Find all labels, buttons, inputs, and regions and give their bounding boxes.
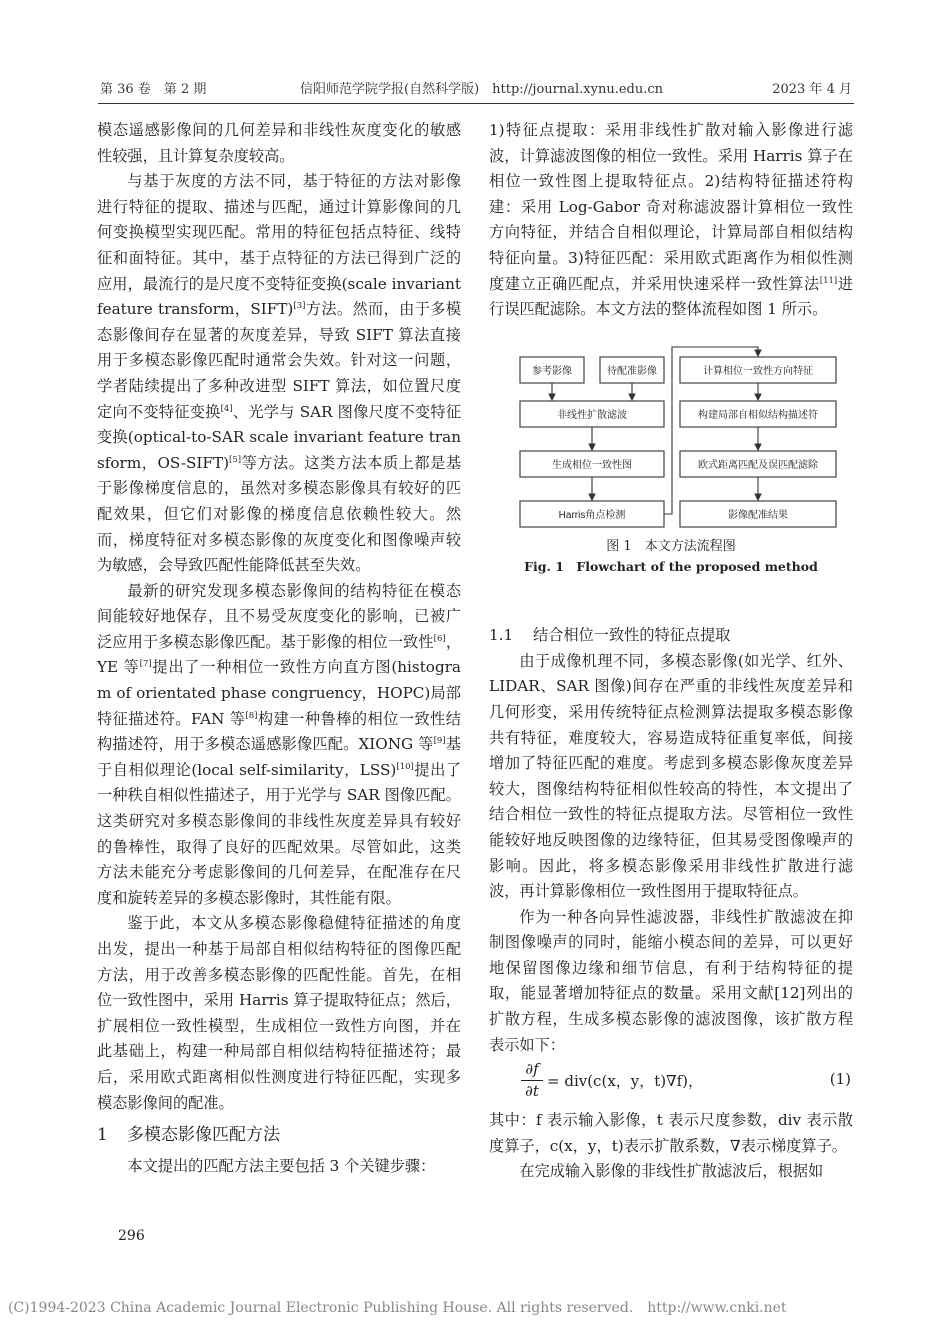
- header-volume: 第 36 卷 第 2 期: [100, 82, 207, 97]
- running-header: [100, 78, 852, 100]
- paragraph-continued: 模态遥感影像间的几何差异和非线性灰度变化的敏感性较强，且计算复杂度较高。: [97, 121, 461, 165]
- header-journal: 信阳师范学院学报(自然科学版) http://journal.xynu.edu.cn: [300, 82, 664, 97]
- equation-numerator: ∂f: [525, 1060, 539, 1079]
- figure-1: [489, 345, 853, 573]
- equation-number: (1): [829, 1070, 851, 1089]
- flow-box-phase-congruency: 生成相位一致性图: [552, 459, 632, 471]
- flow-box-diffusion: 非线性扩散滤波: [557, 409, 627, 421]
- flow-box-descriptor: 构建局部自相似结构描述符: [698, 409, 818, 421]
- citation[interactable]: [4]: [220, 403, 233, 414]
- citation[interactable]: [5]: [229, 454, 242, 465]
- citation[interactable]: [6]: [433, 633, 446, 644]
- paragraph-proposed-method: 鉴于此，本文从多模态影像稳健特征描述的角度出发，提出一种基于局部自相似结构特征的图像匹配方法，用于改善多模态影像的匹配性能。首先，在相位一致性图中，采用 Harris 算子提取特征点；然后，扩展相位一致性模型，生成相位一致性方向图，并在此基础上，构建一种局部自相似结构特征描述符；最后，采用欧式距离相似性测度进行特征匹配，实现多模态影像间的配准。: [97, 914, 461, 1112]
- right-column: [489, 118, 853, 1185]
- flow-box-sensed-image: 待配准影像: [607, 365, 657, 377]
- section-heading-1-1: 1.1 结合相位一致性的特征点提取: [489, 625, 731, 644]
- citation[interactable]: [9]: [433, 736, 446, 747]
- equation-rhs: = div(c(x，y，t)∇f)，: [547, 1072, 704, 1091]
- figure-caption-cn: 图 1 本文方法流程图: [606, 538, 736, 554]
- figure-caption-en: Fig. 1 Flowchart of the proposed method: [524, 558, 818, 574]
- paragraph-feature-methods: 与基于灰度的方法不同，基于特征的方法对影像进行特征的提取、描述与匹配，通过计算影像间的几何变换模型实现匹配。常用的特征包括点特征、线特征和面特征。其中，基于点特征的方法已得到广泛的应用，最流行的是尺度不变特征变换(scale invariant feature transform，SIFT)[3]方法。然而，由于多模态影像间存在显著的灰度差异，导致 SIFT 算法直接用于多模态影像匹配时通常会失效。针对这一问题，学者陆续提出了多种改进型 SIFT 算法，如位置尺度定向不变特征变换[4]、光学与 SAR 图像尺度不变特征变换(optical-to-SAR scale invariant feature transform，OS-SIFT)[5]等方法。这类方法本质上都是基于影像梯度信息的，虽然对多模态影像具有较好的匹配效果，但它们对影像的梯度信息依赖性较大。然而，梯度特征对多模态影像的灰度变化和图像噪声较为敏感，会导致匹配性能降低甚至失效。: [97, 172, 462, 575]
- flow-box-reference-image: 参考影像: [532, 365, 572, 377]
- equation-1: [489, 1058, 853, 1108]
- copyright-footer: (C)1994-2023 China Academic Journal Electronic Publishing House. All rights reserved. http://www.cnki.net: [8, 1300, 787, 1316]
- flow-box-harris: Harris角点检测: [558, 509, 626, 521]
- fraction-bar: [521, 1080, 543, 1081]
- paragraph-structural-features: 最新的研究发现多模态影像间的结构特征在模态间能较好地保存，且不易受灰度变化的影响，已被广泛应用于多模态影像匹配。基于影像的相位一致性[6]，YE 等[7]提出了一种相位一致性方向直方图(histogram of orientated phase congruency，HOPC)局部特征描述符。FAN 等[8]构建一种鲁棒的相位一致性结构描述符，用于多模态遥感影像匹配。XIONG 等[9]基于自相似理论(local self-similarity，LSS)[10]提出了一种秩自相似性描述子，用于光学与 SAR 图像匹配。这类研究对多模态影像间的非线性灰度差异具有较好的鲁棒性，取得了良好的匹配效果。尽管如此，这类方法未能充分考虑影像间的几何差异，在配准存在尺度和旋转差异的多模态影像时，其性能有限。: [97, 581, 462, 907]
- header-date: 2023 年 4 月: [772, 82, 852, 97]
- header-rule: [98, 103, 854, 104]
- citation[interactable]: [10]: [396, 761, 414, 772]
- paragraph-nonlinear-diffusion: 作为一种各向异性滤波器，非线性扩散滤波在抑制图像噪声的同时，能缩小模态间的差异，可以更好地保留图像边缘和细节信息，有利于结构特征的提取，能显著增加特征点的数量。采用文献[12]列出的扩散方程，生成多模态影像的滤波图像，该扩散方程表示如下：: [489, 907, 853, 1054]
- paragraph-continues: 在完成输入影像的非线性扩散滤波后，根据如: [519, 1162, 824, 1181]
- flow-box-orientation: 计算相位一致性方向特征: [703, 365, 813, 377]
- paragraph-steps-intro: 本文提出的匹配方法主要包括 3 个关键步骤：: [127, 1157, 436, 1176]
- citation[interactable]: [11]: [819, 275, 838, 286]
- section-heading-1: 1 多模态影像匹配方法: [97, 1125, 280, 1146]
- equation-denominator: ∂t: [525, 1082, 539, 1101]
- paragraph-equation-terms: 其中：f 表示输入影像，t 表示尺度参数，div 表示散度算子，c(x，y，t)表示扩散系数，∇表示梯度算子。: [489, 1111, 853, 1155]
- flow-box-result: 影像配准结果: [728, 509, 788, 521]
- flow-box-matching: 欧式距离匹配及误匹配滤除: [698, 459, 818, 471]
- citation[interactable]: [8]: [245, 710, 258, 721]
- page-number: 296: [118, 1228, 145, 1244]
- paragraph-feature-extraction: 由于成像机理不同，多模态影像(如光学、红外、LIDAR、SAR 图像)间存在严重的非线性灰度差异和几何形变，采用传统特征点检测算法提取多模态影像共有特征，难度较大，容易造成特征重复率低，间接增加了特征匹配的难度。考虑到多模态影像灰度差异较大，图像结构特征相似性较高的特性，本文提出了结合相位一致性的特征点提取方法。尽管相位一致性能较好地反映图像的边缘特征，但其易受图像噪声的影响。因此，将多模态影像采用非线性扩散进行滤波，再计算影像相位一致性图用于提取特征点。: [489, 651, 853, 901]
- citation[interactable]: [3]: [293, 301, 306, 312]
- paragraph-steps: 1)特征点提取：采用非线性扩散对输入影像进行滤波，计算滤波图像的相位一致性。采用 Harris 算子在相位一致性图上提取特征点。2)结构特征描述符构建：采用 Log-Gabor 奇对称滤波器计算相位一致性方向特征，并结合自相似理论，计算局部自相似结构特征向量。3)特征匹配：采用欧式距离作为相似性测度建立正确匹配点，并采用快速采样一致性算法[11]进行误匹配滤除。本文方法的整体流程如图 1 所示。: [489, 121, 854, 319]
- citation[interactable]: [7]: [139, 659, 152, 670]
- left-column: [97, 118, 461, 1180]
